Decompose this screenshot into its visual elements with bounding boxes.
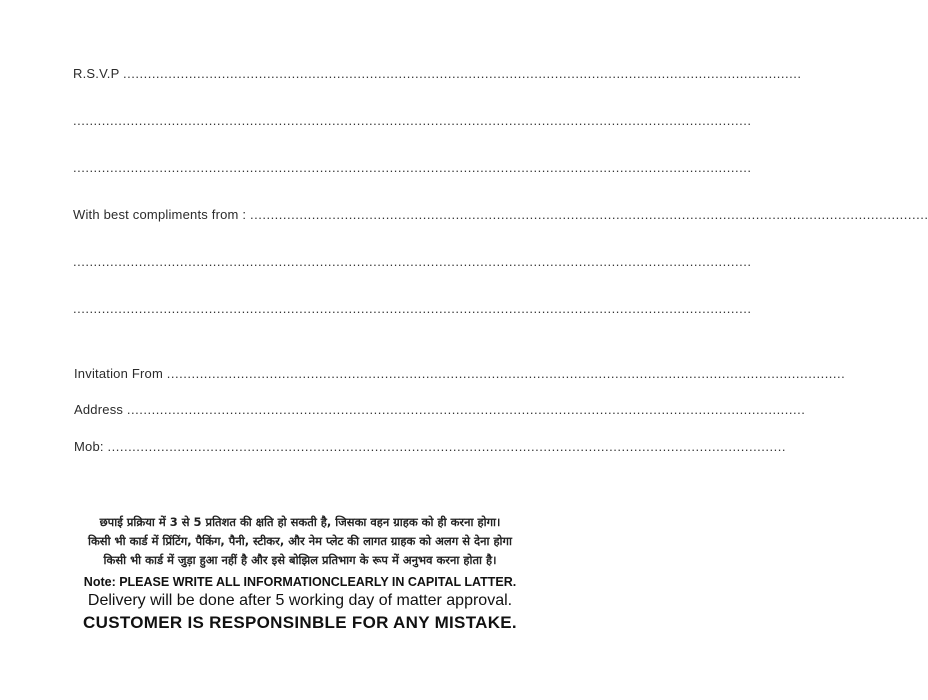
rsvp-fill-dots: ..................................................................................................................................................................... — [123, 66, 802, 81]
mobile-fill-dots: ..................................................................................................................................................................... — [107, 439, 786, 454]
rsvp-blank-line-1 — [73, 113, 752, 128]
delivery-note: Delivery will be done after 5 working day of matter approval. — [87, 592, 513, 609]
blank-dots: ..................................................................................................................................................................... — [73, 113, 752, 128]
mobile-line — [74, 439, 786, 454]
address-label: Address — [74, 402, 124, 417]
blank-dots: ..................................................................................................................................................................... — [73, 254, 752, 269]
hindi-terms-line-3: किसी भी कार्ड में जुड़ा हुआ नहीं है और इसे बोझिल प्रतिभाग के रूप में अनुभव करना होता है। — [103, 553, 497, 567]
blank-dots: ..................................................................................................................................................................... — [73, 301, 752, 316]
address-fill-dots: ..................................................................................................................................................................... — [126, 402, 806, 417]
rsvp-line — [73, 66, 802, 81]
compliments-blank-line-1 — [73, 254, 752, 269]
invitation-from-label: Invitation From — [74, 366, 163, 381]
hindi-terms-line-1: छपाई प्रक्रिया में 3 से 5 प्रतिशत की क्षति हो सकती है, जिसका वहन ग्राहक को ही करना होगा। — [99, 515, 501, 529]
compliments-fill-dots: ..................................................................................................................................................................... — [250, 207, 928, 222]
responsibility-note: CUSTOMER IS RESPONSINBLE FOR ANY MISTAKE. — [83, 613, 517, 632]
compliments-line — [73, 207, 928, 222]
hindi-terms-line-2: किसी भी कार्ड में प्रिंटिंग, पैकिंग, पैनी, स्टीकर, और नेम प्लेट की लागत ग्राहक को अलग से देना होगा — [87, 534, 512, 548]
compliments-blank-line-2 — [73, 301, 752, 316]
compliments-label: With best compliments from : — [73, 207, 247, 222]
mobile-label: Mob: — [74, 439, 104, 454]
invitation-from-line — [74, 366, 846, 381]
address-line — [74, 402, 806, 417]
capital-letters-note: Note: PLEASE WRITE ALL INFORMATIONCLEARLY IN CAPITAL LATTER. — [83, 575, 517, 589]
blank-dots: ..................................................................................................................................................................... — [73, 160, 752, 175]
rsvp-label: R.S.V.P — [73, 66, 120, 81]
invitation-fill-dots: ..................................................................................................................................................................... — [166, 366, 846, 381]
rsvp-blank-line-2 — [73, 160, 752, 175]
